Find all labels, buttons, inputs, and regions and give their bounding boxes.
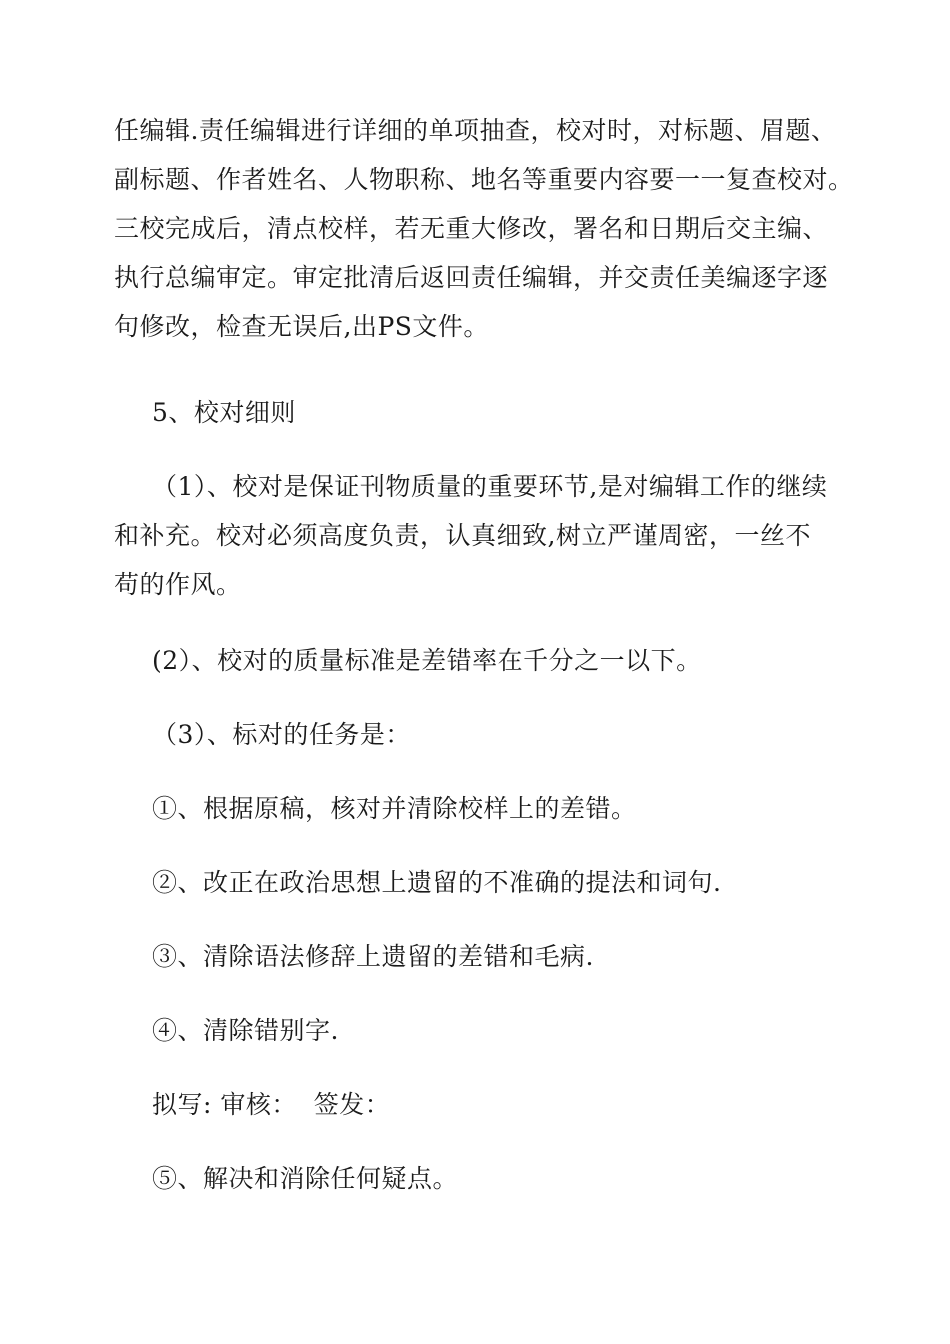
task-5-paragraph	[152, 1154, 882, 1203]
text-line: ④、清除错别字.	[152, 1016, 339, 1045]
section-heading	[152, 388, 882, 437]
text-line: ①、根据原稿，核对并清除校样上的差错。	[152, 794, 637, 823]
text-line: 拟写: 审核： 签发：	[152, 1090, 391, 1119]
item-3-paragraph	[152, 710, 882, 759]
task-3-paragraph	[152, 932, 882, 981]
text-line: 执行总编审定。审定批清后返回责任编辑，并交责任美编逐字逐	[114, 263, 829, 292]
text-line: 三校完成后，清点校样，若无重大修改，署名和日期后交主编、	[114, 214, 829, 243]
text-line: ②、改正在政治思想上遗留的不准确的提法和词句.	[152, 868, 722, 897]
text-line: （1）、校对是保证刊物质量的重要环节,是对编辑工作的继续	[152, 472, 828, 501]
task-4-paragraph	[152, 1006, 882, 1055]
task-2-paragraph	[152, 858, 882, 907]
text-line: （3）、标对的任务是：	[152, 720, 411, 749]
text-line: 任编辑.责任编辑进行详细的单项抽查，校对时，对标题、眉题、	[114, 116, 837, 145]
text-line: 苟的作风。	[114, 570, 242, 599]
text-line: 副标题、作者姓名、人物职称、地名等重要内容要一一复查校对。	[114, 165, 854, 194]
section-heading-text: 5、校对细则	[152, 398, 296, 427]
item-1-paragraph	[114, 462, 844, 609]
paragraph-proofreading-process	[114, 106, 854, 351]
text-line: ③、清除语法修辞上遗留的差错和毛病.	[152, 942, 594, 971]
text-line: 句修改，检查无误后,出PS文件。	[114, 312, 489, 341]
text-line: (2）、校对的质量标准是差错率在千分之一以下。	[152, 646, 702, 675]
signoff-line	[152, 1080, 882, 1129]
task-1-paragraph	[152, 784, 882, 833]
text-line: 和补充。校对必须高度负责，认真细致,树立严谨周密，一丝不	[114, 521, 811, 550]
item-2-paragraph	[152, 636, 882, 685]
text-line: ⑤、解决和消除任何疑点。	[152, 1164, 459, 1193]
